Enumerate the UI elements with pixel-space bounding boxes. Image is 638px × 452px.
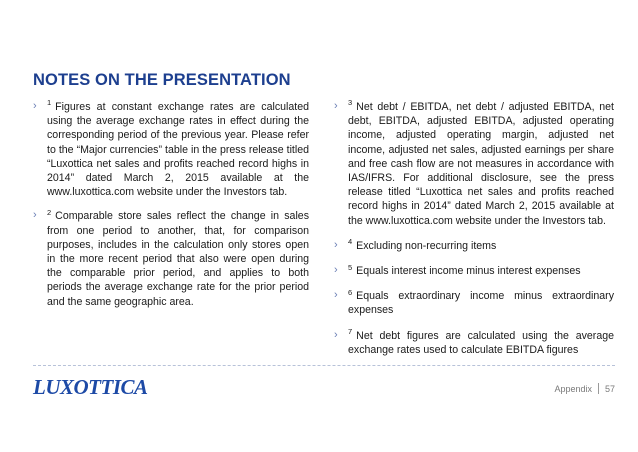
page-number: 57 — [604, 383, 615, 394]
footer-divider — [33, 365, 615, 366]
note-text: Comparable store sales reflect the change in sales from one period to another, that, for comparison purposes, includes in the calculation only stores open in the more recent period that also were open during the comparable prior period, and applies to both periods the average exchange rate for the prior period and the same geographic area. — [47, 210, 309, 308]
note-number: 4 — [348, 237, 353, 247]
note-3 — [334, 100, 614, 228]
bullet-icon: › — [334, 100, 338, 112]
note-number: 5 — [348, 262, 353, 272]
note-2 — [33, 209, 309, 308]
note-number: 7 — [348, 327, 353, 337]
note-6 — [334, 289, 614, 317]
page-title: NOTES ON THE PRESENTATION — [33, 71, 291, 89]
note-number: 2 — [47, 207, 52, 217]
bullet-icon: › — [334, 289, 338, 302]
note-text: Net debt figures are calculated using the average exchange rates used to calculate EBITDA figures — [348, 329, 614, 356]
note-text: Figures at constant exchange rates are calculated using the average exchange rates in effect during the corresponding period of the previous year. Please refer to the “Major currencies” table in the press release titled “Luxottica net sales and profits reached record highs in 2014” dated March 2, 2015 available at the www.luxottica.com website under the Investors tab. — [47, 101, 309, 199]
note-5 — [334, 264, 614, 278]
note-number: 6 — [348, 287, 353, 297]
note-text: Excluding non-recurring items — [356, 239, 497, 252]
note-text: Net debt / EBITDA, net debt / adjusted EBITDA, net debt, EBITDA, adjusted EBITDA, adjusted operating income, adjusted operating margin, adjusted net income, adjusted net sales, adjusted earnings per share and free cash flow are not measures in accordance with IAS/IFRS. For additional disclosure, see the press release titled “Luxottica net sales and profits reached record highs in 2014” dated March 2, 2015 available at the www.luxottica.com website under the Investors tab. — [348, 101, 614, 227]
bullet-icon: › — [33, 100, 37, 112]
note-7 — [334, 329, 614, 357]
note-number: 3 — [348, 98, 353, 108]
bullet-icon: › — [33, 209, 37, 222]
note-4 — [334, 239, 614, 253]
page-footer — [554, 383, 615, 394]
note-number: 1 — [47, 98, 52, 108]
note-text: Equals interest income minus interest expenses — [356, 265, 581, 278]
luxottica-logo — [33, 374, 148, 400]
section-label: Appendix — [554, 383, 592, 394]
note-text: Equals extraordinary income minus extraordinary expenses — [348, 290, 614, 317]
logo-text: LUXOTTICA — [33, 374, 148, 399]
bullet-icon: › — [334, 328, 338, 341]
bullet-icon: › — [334, 264, 338, 277]
notes-left-column — [33, 100, 309, 319]
footer-separator — [598, 383, 599, 394]
notes-right-column — [334, 100, 614, 368]
bullet-icon: › — [334, 238, 338, 251]
note-1 — [33, 100, 309, 199]
